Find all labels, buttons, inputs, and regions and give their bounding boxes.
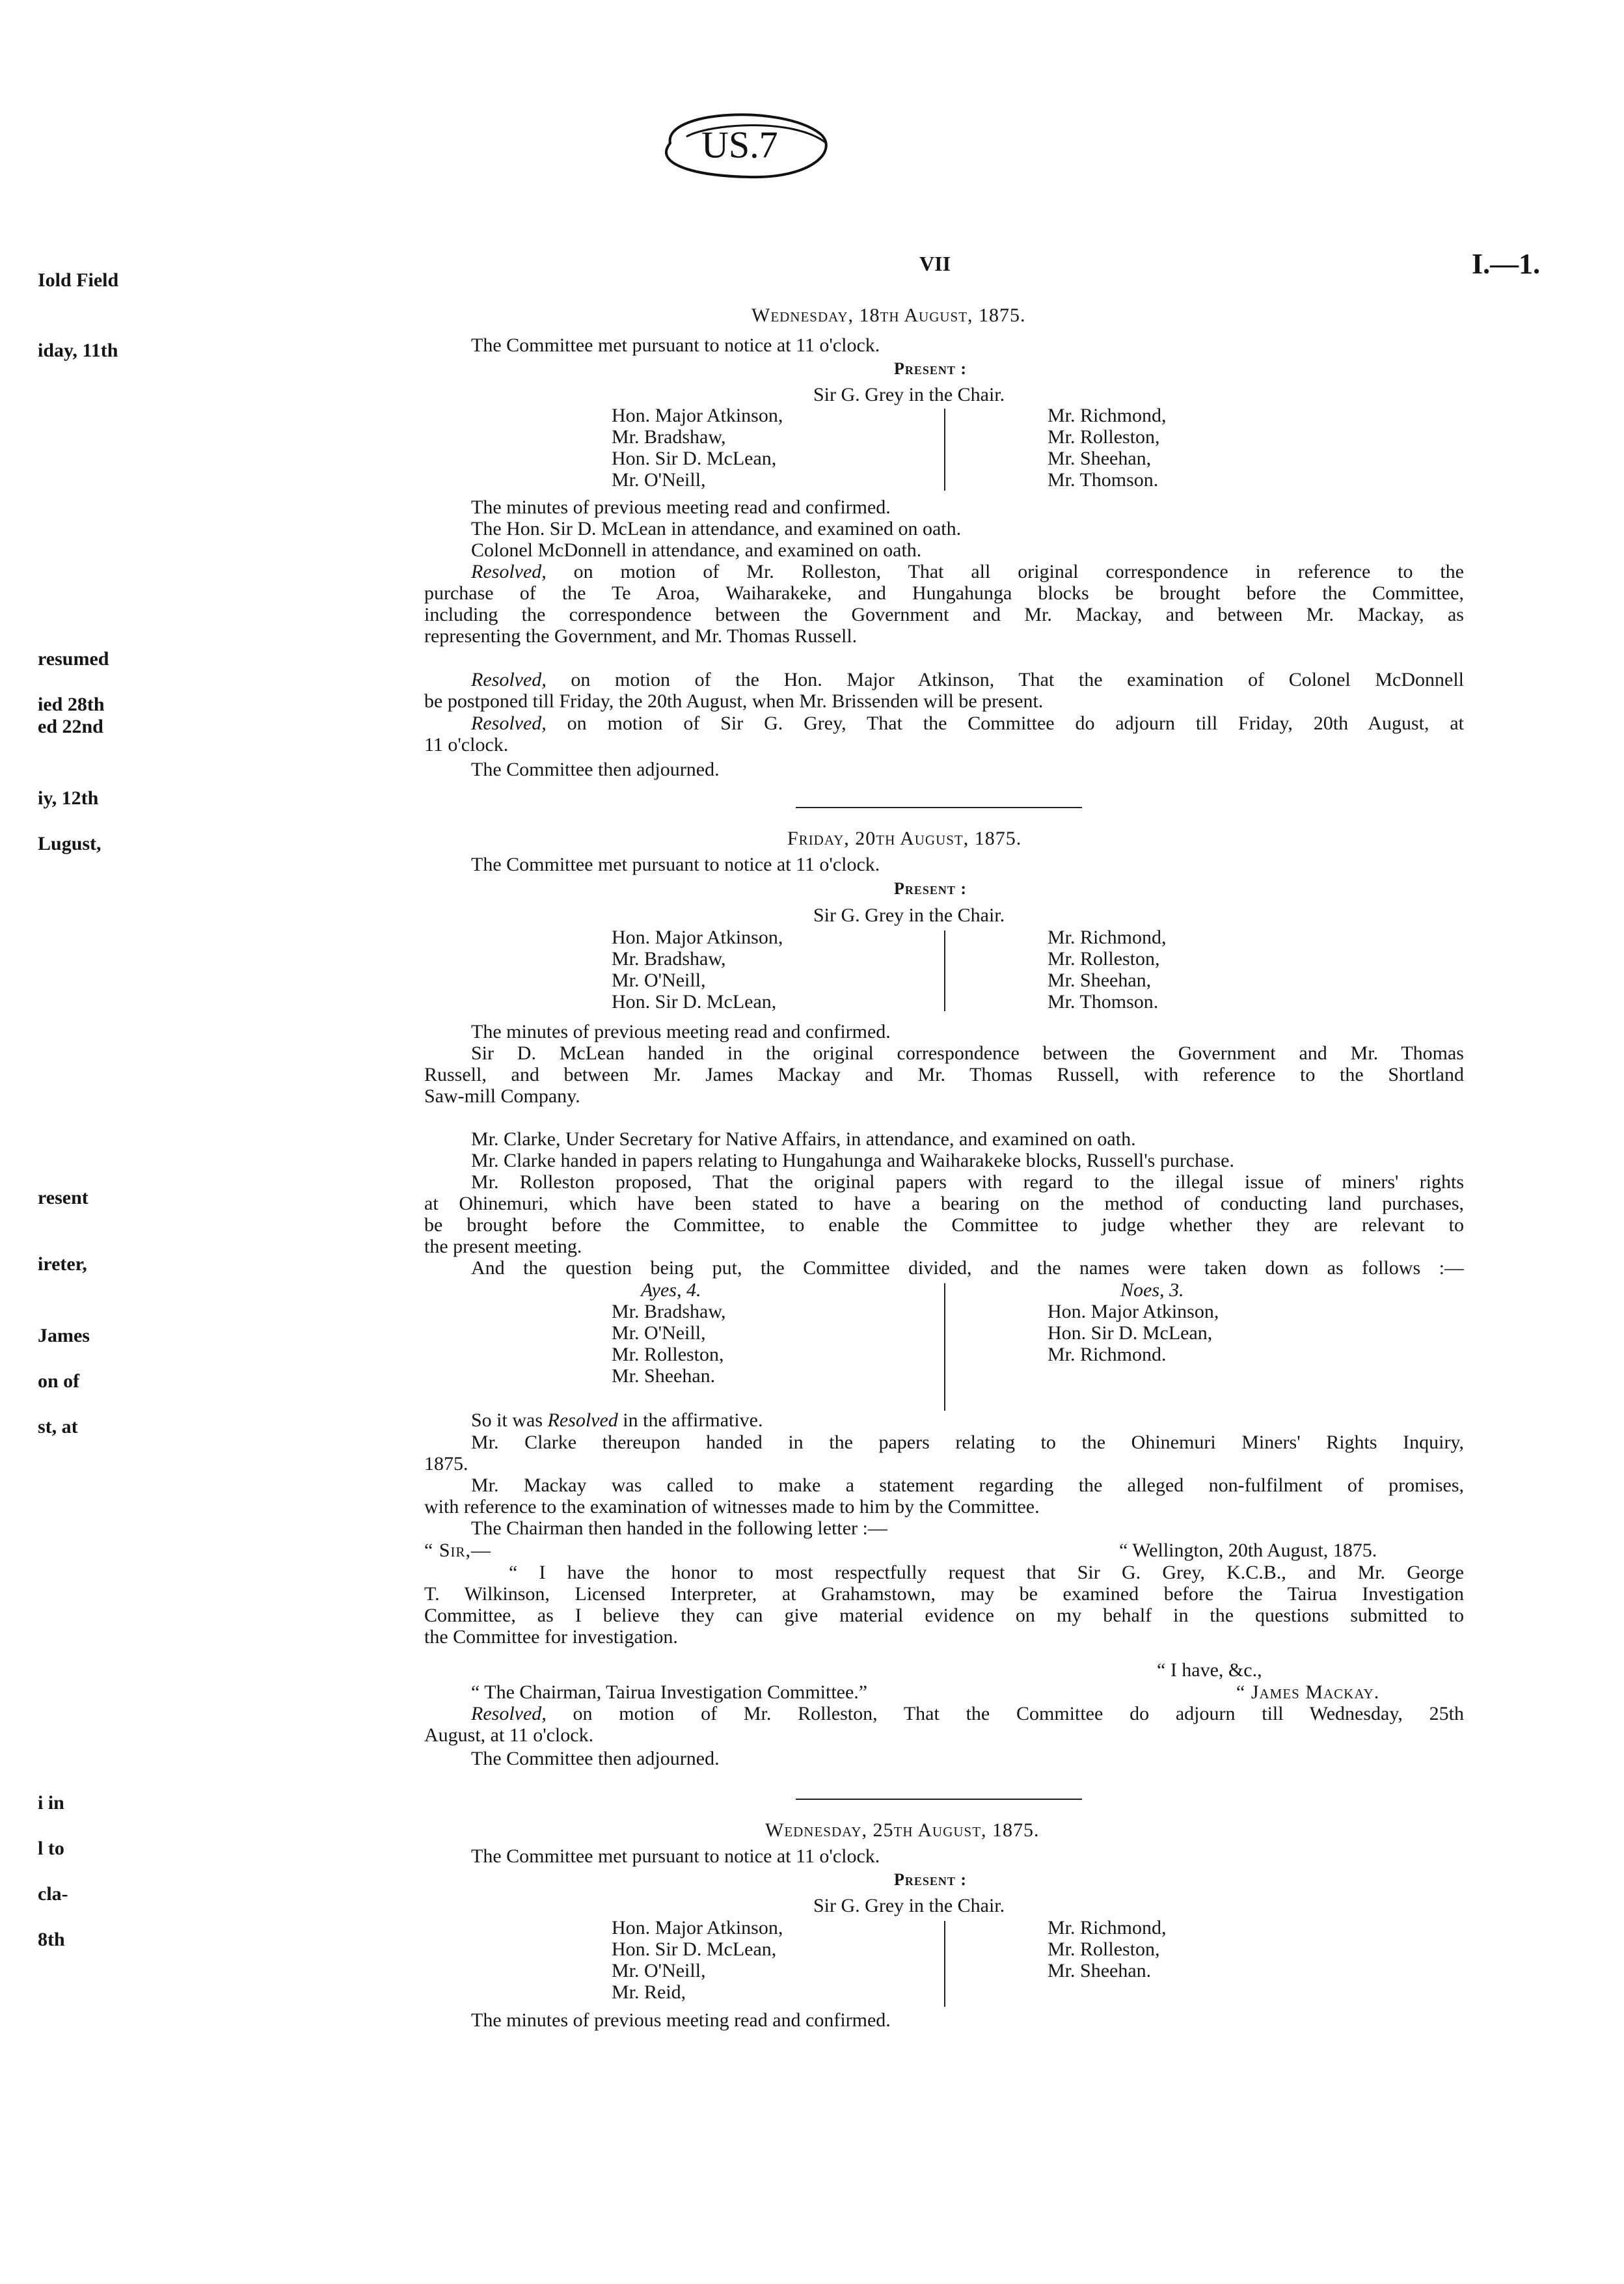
margin-fragment: on of (38, 1370, 80, 1392)
member-right: Mr. Richmond, (1048, 1917, 1167, 1938)
letter-signature: “ James Mackay. (1236, 1681, 1380, 1703)
resolved-label: Resolved, (471, 1703, 547, 1724)
body-text: be brought before the Committee, to enable the Committee to judge whether they are relevant to (424, 1214, 1464, 1236)
letter-text: Committee, as I believe they can give material evidence on my behalf in the questions submitted to (424, 1605, 1464, 1626)
margin-fragment: Lugust, (38, 833, 102, 854)
member-left: Hon. Sir D. McLean, (612, 991, 777, 1013)
section-divider (796, 807, 1082, 808)
body-text: Saw-mill Company. (424, 1085, 580, 1107)
aye-member: Mr. Sheehan. (612, 1365, 716, 1387)
member-left: Mr. Bradshaw, (612, 948, 726, 970)
member-left: Mr. Bradshaw, (612, 426, 726, 448)
resolution-text: 11 o'clock. (424, 734, 509, 755)
attendance-line: The Hon. Sir D. McLean in attendance, and examined on oath. (471, 518, 962, 539)
attendance-line: Colonel McDonnell in attendance, and examined on oath. (471, 539, 922, 561)
aye-member: Mr. Rolleston, (612, 1344, 724, 1365)
adjourned-line: The Committee then adjourned. (471, 759, 720, 780)
aye-member: Mr. O'Neill, (612, 1322, 706, 1344)
letter-text: “ I have the honor to most respectfully request that Sir G. Grey, K.C.B., and Mr. George (509, 1562, 1464, 1583)
member-right: Mr. Rolleston, (1048, 1938, 1160, 1960)
noe-member: Hon. Sir D. McLean, (1048, 1322, 1213, 1344)
handwritten-stamp (651, 98, 839, 189)
body-text: the present meeting. (424, 1236, 582, 1257)
noe-member: Hon. Major Atkinson, (1048, 1301, 1219, 1322)
margin-fragment: ireter, (38, 1253, 87, 1275)
member-divider (944, 1921, 945, 2007)
body-paragraph (424, 1042, 1464, 1107)
noes-label (1120, 1279, 1184, 1301)
resolved-label: Resolved, (471, 669, 547, 690)
section-divider (796, 1799, 1082, 1800)
member-left: Hon. Major Atkinson, (612, 927, 783, 948)
margin-fragment: ied 28th (38, 694, 105, 715)
resolution-text: on motion of Mr. Rolleston, That all original correspondence in reference to the (546, 561, 1464, 582)
letter-body (424, 1562, 1464, 1648)
meeting-date: Wednesday, 18th August, 1875. (751, 305, 1026, 326)
member-right: Mr. Sheehan, (1048, 970, 1152, 991)
resolution-paragraph (424, 561, 1464, 647)
margin-fragment: st, at (38, 1416, 78, 1437)
present-heading: Present : (894, 879, 968, 898)
margin-fragment: Iold Field (38, 269, 119, 291)
resolution-text: on motion of the Hon. Major Atkinson, That the examination of Colonel McDonnell (546, 669, 1464, 690)
resolution-paragraph (424, 713, 1464, 755)
member-left: Mr. Reid, (612, 1981, 686, 2003)
letter-text: T. Wilkinson, Licensed Interpreter, at Grahamstown, may be examined before the Tairua Investigation (424, 1583, 1464, 1605)
svg-text:US.7: US.7 (701, 124, 778, 166)
member-right: Mr. Rolleston, (1048, 948, 1160, 970)
resolution-text: August, at 11 o'clock. (424, 1724, 594, 1746)
chair-line: Sir G. Grey in the Chair. (813, 1895, 1005, 1916)
member-left: Hon. Sir D. McLean, (612, 1938, 777, 1960)
ayes-label (641, 1279, 701, 1301)
paper-reference: I.—1. (1472, 248, 1541, 280)
resolution-paragraph (424, 669, 1464, 712)
margin-fragment: iy, 12th (38, 787, 99, 809)
resolution-text: on motion of Mr. Rolleston, That the Committee do adjourn till Wednesday, 25th (546, 1703, 1464, 1724)
member-right: Mr. Thomson. (1048, 469, 1159, 491)
margin-fragment: James (38, 1325, 90, 1346)
member-right: Mr. Sheehan. (1048, 1960, 1152, 1981)
resolved-label: Resolved, (471, 561, 547, 582)
present-heading: Present : (894, 1870, 968, 1889)
adjourned-line: The Committee then adjourned. (471, 1748, 720, 1769)
meeting-date: Wednesday, 25th August, 1875. (765, 1819, 1040, 1841)
body-text: Sir D. McLean handed in the original correspondence between the Government and Mr. Thomas (471, 1042, 1464, 1064)
body-paragraph (424, 1257, 1464, 1279)
margin-fragment: resent (38, 1187, 88, 1208)
member-right: Mr. Richmond, (1048, 927, 1167, 948)
member-right: Mr. Thomson. (1048, 991, 1159, 1013)
body-text: with reference to the examination of witnesses made to him by the Committee. (424, 1496, 1040, 1517)
division-divider (944, 1283, 945, 1411)
member-left: Hon. Major Atkinson, (612, 1917, 783, 1938)
margin-fragment: l to (38, 1838, 64, 1859)
ayes-label-text: Ayes, 4. (641, 1279, 701, 1301)
body-text: And the question being put, the Committee divided, and the names were taken down as follows :— (471, 1257, 1464, 1279)
present-heading: Present : (894, 359, 968, 378)
letter-salutation: “ Sir,— (424, 1540, 491, 1561)
result-resolved: Resolved (547, 1409, 618, 1431)
meeting-opening: The Committee met pursuant to notice at 11 o'clock. (471, 1845, 880, 1867)
body-paragraph (424, 1432, 1464, 1475)
body-text: Mr. Mackay was called to make a statement regarding the alleged non-fulfilment of promises, (471, 1475, 1464, 1496)
member-divider (944, 409, 945, 491)
margin-fragment: iday, 11th (38, 340, 118, 361)
letter-addressee: “ The Chairman, Tairua Investigation Committee.” (471, 1681, 868, 1703)
result-suffix: in the affirmative. (617, 1409, 763, 1431)
member-right: Mr. Sheehan, (1048, 448, 1152, 469)
minutes-line: The minutes of previous meeting read and confirmed. (471, 1021, 891, 1042)
body-paragraph (424, 1475, 1464, 1517)
resolution-text: on motion of Sir G. Grey, That the Committee do adjourn till Friday, 20th August, at (546, 713, 1464, 734)
letter-place-date: “ Wellington, 20th August, 1875. (1119, 1540, 1377, 1561)
chair-line: Sir G. Grey in the Chair. (813, 384, 1005, 405)
body-paragraph (424, 1171, 1464, 1257)
margin-fragment: i in (38, 1792, 64, 1814)
body-text: Mr. Clarke handed in papers relating to Hungahunga and Waiharakeke blocks, Russell's purchase. (471, 1150, 1234, 1171)
noes-label-text: Noes, 3. (1120, 1279, 1184, 1301)
meeting-opening: The Committee met pursuant to notice at 11 o'clock. (471, 334, 880, 356)
resolution-paragraph (424, 1703, 1464, 1746)
chair-line: Sir G. Grey in the Chair. (813, 904, 1005, 926)
margin-fragment: ed 22nd (38, 716, 103, 737)
meeting-opening: The Committee met pursuant to notice at 11 o'clock. (471, 854, 880, 875)
margin-fragment: resumed (38, 648, 109, 670)
member-right: Mr. Rolleston, (1048, 426, 1160, 448)
meeting-date: Friday, 20th August, 1875. (787, 828, 1022, 849)
noe-member: Mr. Richmond. (1048, 1344, 1167, 1365)
resolution-text: including the correspondence between the Government and Mr. Mackay, and between Mr. Mackay, as (424, 604, 1464, 625)
body-text: 1875. (424, 1453, 468, 1475)
resolution-text: be postponed till Friday, the 20th August, when Mr. Brissenden will be present. (424, 690, 1044, 712)
member-left: Mr. O'Neill, (612, 469, 706, 491)
stamp-oval-icon (651, 98, 839, 189)
aye-member: Mr. Bradshaw, (612, 1301, 726, 1322)
body-text: Russell, and between Mr. James Mackay and Mr. Thomas Russell, with reference to the Shortland (424, 1064, 1464, 1085)
margin-fragment: cla- (38, 1883, 68, 1905)
resolution-text: representing the Government, and Mr. Thomas Russell. (424, 625, 858, 647)
letter-closing: “ I have, &c., (1157, 1659, 1262, 1681)
result-prefix: So it was (471, 1409, 548, 1431)
member-left: Mr. O'Neill, (612, 1960, 706, 1981)
member-right: Mr. Richmond, (1048, 405, 1167, 426)
member-left: Hon. Major Atkinson, (612, 405, 783, 426)
body-text: Mr. Clarke thereupon handed in the papers relating to the Ohinemuri Miners' Rights Inquiry, (471, 1432, 1464, 1453)
body-text: at Ohinemuri, which have been stated to have a bearing on the method of conducting land purchases, (424, 1193, 1464, 1214)
body-text: Mr. Rolleston proposed, That the original papers with regard to the illegal issue of miners' rights (471, 1171, 1464, 1193)
resolution-text: purchase of the Te Aroa, Waiharakeke, and Hungahunga blocks be brought before the Committee, (424, 582, 1464, 604)
resolved-label: Resolved, (471, 713, 547, 734)
letter-text: the Committee for investigation. (424, 1626, 678, 1648)
division-result (471, 1409, 763, 1432)
body-text: The Chairman then handed in the following letter :— (471, 1517, 887, 1539)
minutes-line: The minutes of previous meeting read and confirmed. (471, 496, 891, 518)
margin-fragment: 8th (38, 1929, 65, 1950)
member-left: Mr. O'Neill, (612, 970, 706, 991)
body-text: Mr. Clarke, Under Secretary for Native Affairs, in attendance, and examined on oath. (471, 1128, 1136, 1150)
minutes-line: The minutes of previous meeting read and confirmed. (471, 2009, 891, 2031)
member-divider (944, 931, 945, 1011)
member-left: Hon. Sir D. McLean, (612, 448, 777, 469)
page-number: VII (919, 252, 951, 275)
